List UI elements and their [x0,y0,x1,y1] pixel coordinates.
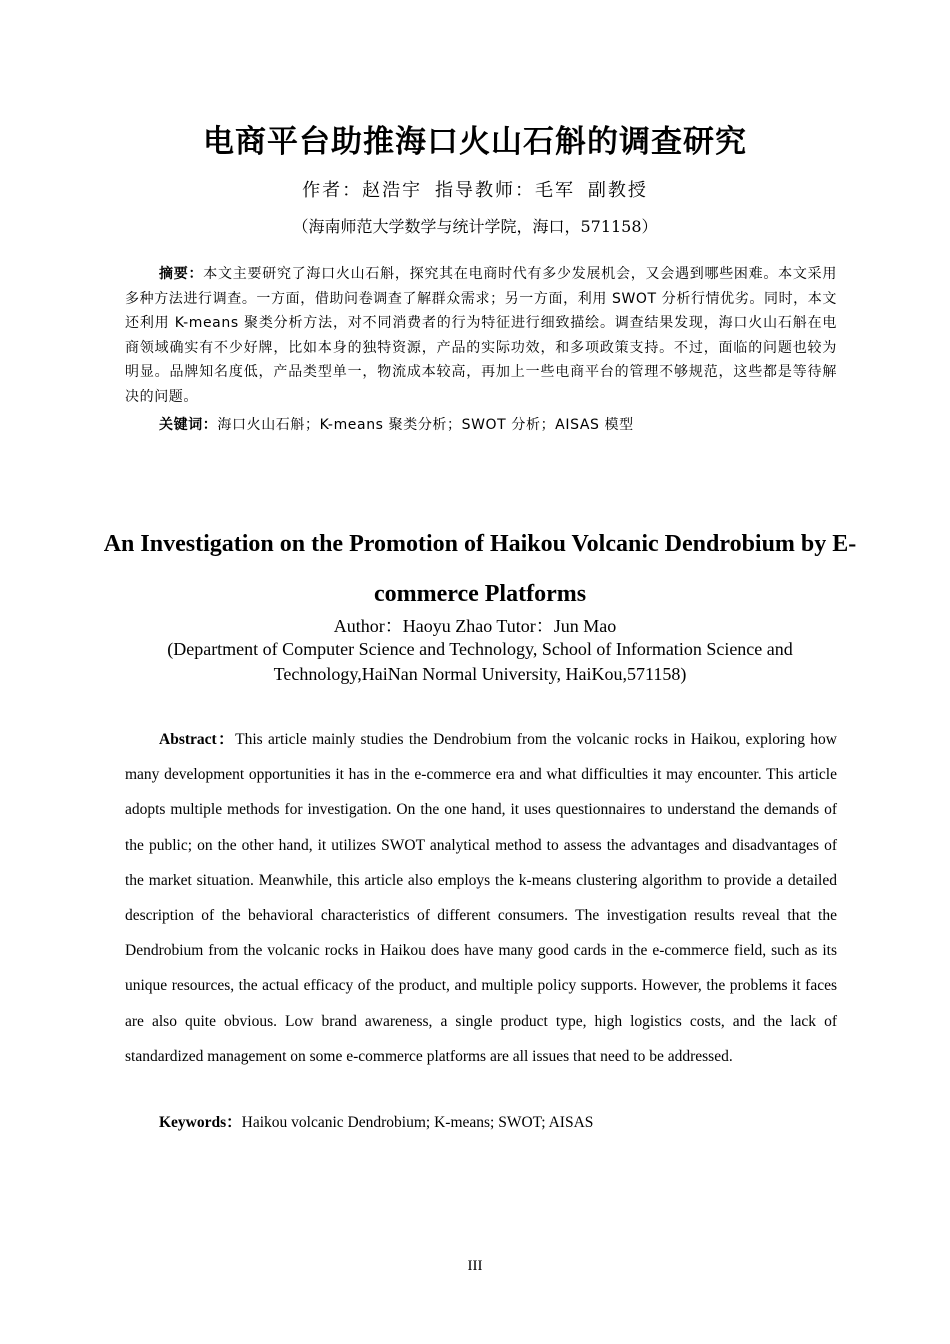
english-keywords-label: Keywords： [159,1114,242,1131]
chinese-keywords-label: 关键词： [159,417,218,433]
english-abstract-text: This article mainly studies the Dendrobium from the volcanic rocks in Haikou, exploring how many development opportunities it has in the e-commerce era and what difficulties it may encounter. This article adopts multiple methods for investigation. On the one hand, it uses questionnaires to understand the demands of the public; on the other hand, it utilizes SWOT analytical method to assess the advantages and disadvantages of the market situation. Meanwhile, this article also employs the k-means clustering algorithm to provide a detailed description of the behavioral characteristics of different consumers. The investigation results reveal that the Dendrobium from the volcanic rocks in Haikou does have many good cards in the e-commerce field, such as its unique resources, the actual efficacy of the product, and multiple policy supports. However, the problems it faces are also quite obvious. Low brand awareness, a single product type, high logistics costs, and the lack of standardized management on some e-commerce platforms are all issues that need to be addressed. [125,731,837,1065]
chinese-affiliation: （海南师范大学数学与统计学院，海口，571158） [292,217,658,236]
chinese-title: 电商平台助推海口火山石斛的调查研究 [203,124,747,160]
chinese-abstract-text: 本文主要研究了海口火山石斛，探究其在电商时代有多少发展机会，又会遇到哪些困难。本文采用多种方法进行调查。一方面，借助问卷调查了解群众需求；另一方面，利用 SWOT 分析行情优劣。同时，本文还利用 K-means 聚类分析方法，对不同消费者的行为特征进行细致描绘。调查结果发现，海口火山石斛在电商领域确实有不少好牌，比如本身的独特资源，产品的实际功效，和多项政策支持。不过，面临的问题也较为明显。品牌知名度低，产品类型单一，物流成本较高，再加上一些电商平台的管理不够规范，这些都是等待解决的问题。 [125,266,837,405]
chinese-abstract [125,262,837,409]
english-title: An Investigation on the Promotion of Haikou Volcanic Dendrobium by E-commerce Platforms [103,531,857,607]
chinese-keywords [159,414,839,434]
english-affiliation: (Department of Computer Science and Technology, School of Information Science and Technology,HaiNan Normal University, HaiKou,571158) [167,639,793,684]
english-author-line: Author：Haoyu Zhao Tutor：Jun Mao [333,616,617,636]
chinese-author-line: 作者：赵浩宇 指导教师：毛军 副教授 [302,180,648,201]
page-number: III [467,1258,483,1274]
english-abstract [125,722,837,1074]
english-keywords [159,1110,839,1132]
chinese-keywords-text: 海口火山石斛；K-means 聚类分析；SWOT 分析；AISAS 模型 [217,417,634,433]
english-abstract-label: Abstract： [159,731,236,748]
english-keywords-text: Haikou volcanic Dendrobium; K-means; SWOT; AISAS [241,1114,594,1131]
chinese-abstract-label: 摘要： [159,266,204,282]
